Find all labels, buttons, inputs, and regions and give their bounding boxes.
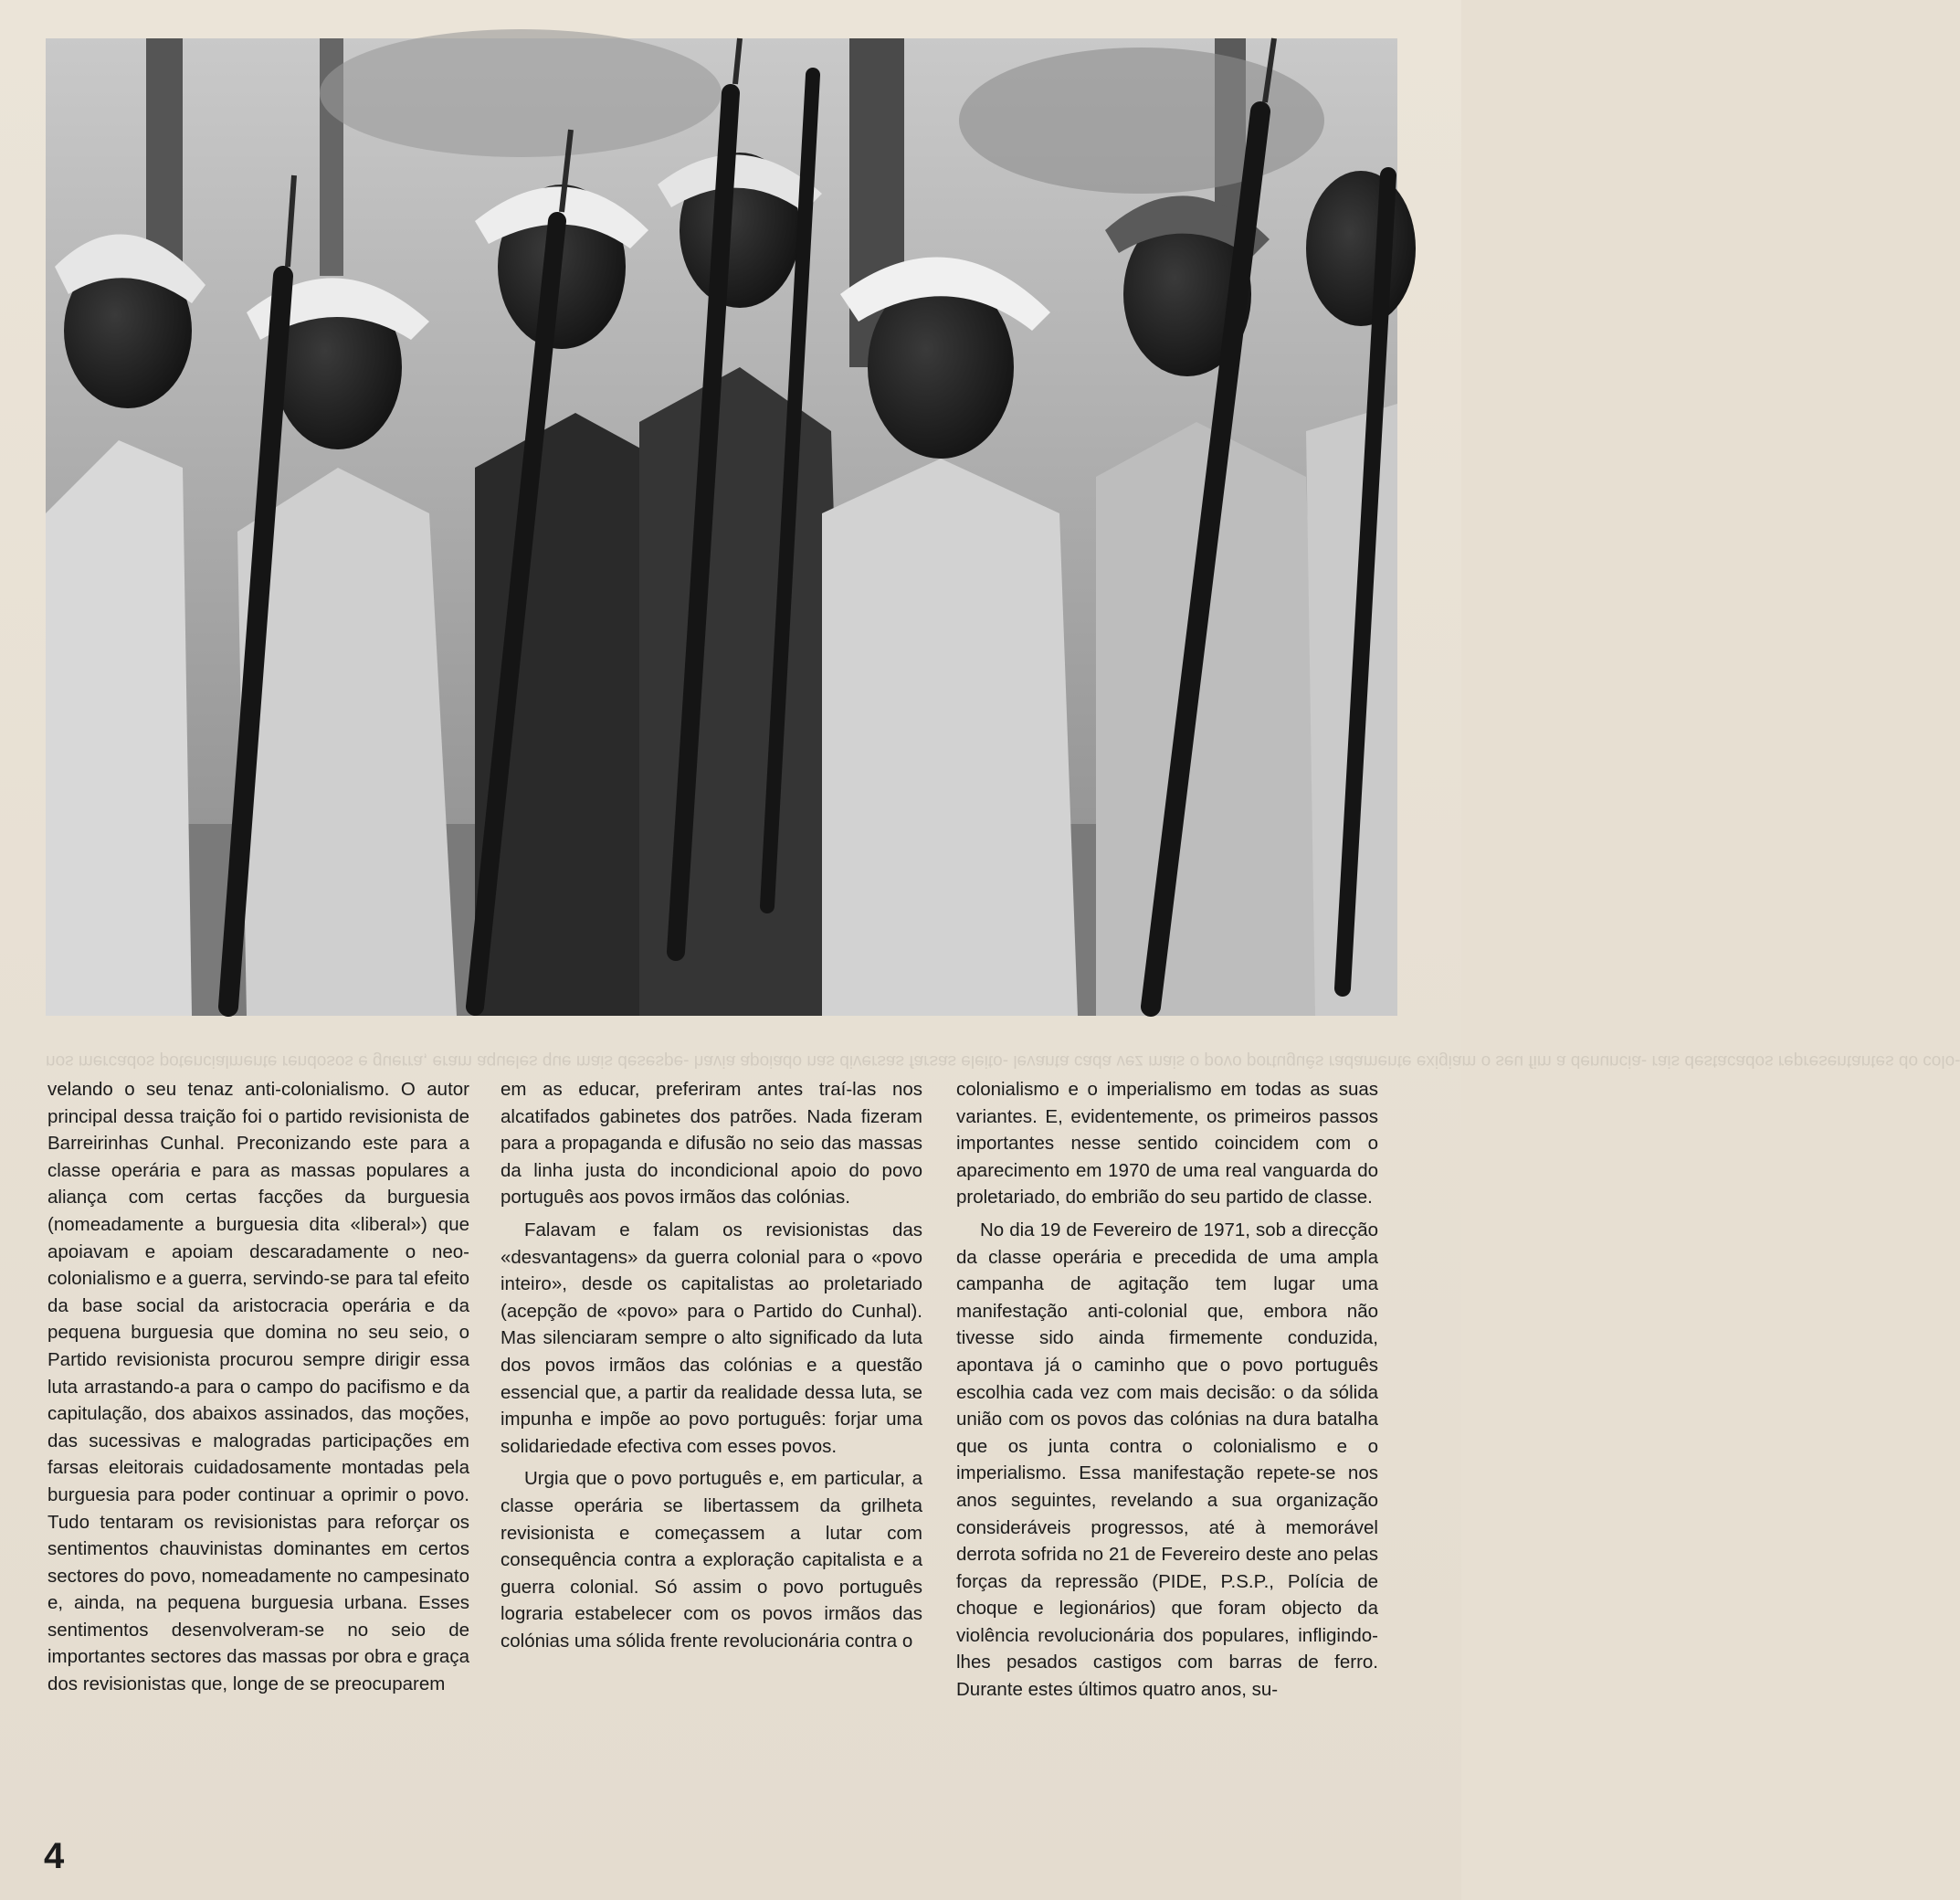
paragraph: No dia 19 de Fevereiro de 1971, sob a direcção da classe operária e precedida de uma ampla campanha de agitação tem lugar uma manifestação anti-colonial que, embora não tivesse sido ainda firmemente conduzida, apontava já o caminho que o povo português escolhia cada vez com mais decisão: o da sólida união com os povos das colónias na dura batalha que os junta contra o colonialismo e o imperialismo. Essa manifestação repete-se nos anos seguintes, revelando a sua organização consideráveis progressos, até à memorável derrota sofrida no 21 de Fevereiro deste ano pelas forças da repressão (PIDE, P.S.P., Polícia de choque e legionários) que foram objecto da violência revolucionária dos populares, infligindo-lhes pesados castigos com barras de ferro. Durante estes últimos quatro anos, su- bbox=[956, 1219, 1378, 1701]
paragraph: colonialismo e o imperialismo em todas as suas variantes. E, evidentemente, os primeiros passos importantes nesse sentido coincidem com o aparecimento em 1970 de uma real vanguarda do proletariado, do embrião do seu partido de classe. bbox=[956, 1079, 1378, 1209]
article-column-1 bbox=[47, 1076, 469, 1698]
article-column-2 bbox=[501, 1076, 922, 1654]
paragraph: Falavam e falam os revisionistas das «desvantagens» da guerra colonial para o «povo inteiro», desde os capitalistas ao proletariado (acepção de «povo» para o Partido do Cunhal). Mas silenciaram sempre o alto significado da luta dos povos irmãos das colónias e a questão essencial que, a partir da realidade dessa luta, se impunha e impõe ao povo português: forjar uma solidariedade efectiva com esses povos. bbox=[501, 1219, 922, 1457]
show-through-text: nos mercados potencialmente rendosos e guerra, eram aqueles que mais desespe- havia apoiado nas diversas farsas eleito- levanta cada vez mais o povo português radamente exigiam o seu fim a denuncia- rais destacados representantes do colo- bbox=[46, 1051, 1960, 1071]
page-number: 4 bbox=[44, 1836, 65, 1876]
paragraph: em as educar, preferiram antes traí-las nos alcatifados gabinetes dos patrões. Nada fizeram para a propaganda e difusão no seio das massas da linha justa do incondicional apoio do povo português aos povos irmãos das colónias. bbox=[501, 1079, 922, 1209]
paragraph: Urgia que o povo português e, em particular, a classe operária se libertassem da grilheta revisionista e começassem a lutar com consequência contra a exploração capitalista e a guerra colonial. Só assim o povo português lograria estabelecer com os povos irmãos das colónias uma sólida frente revolucionária contra o bbox=[501, 1468, 922, 1652]
article-column-3 bbox=[956, 1076, 1378, 1704]
paragraph: velando o seu tenaz anti-colonialismo. O autor principal dessa traição foi o partido revisionista de Barreirinhas Cunhal. Preconizando este para a classe operária e para as massas populares a aliança com certas facções da burguesia (nomeadamente a burguesia dita «liberal») que apoiavam e apoiam descaradamente o neo-colonialismo e a guerra, servindo-se para tal efeito da base social da aristocracia operária e da pequena burguesia que domina no seu seio, o Partido revisionista procurou sempre dirigir essa luta arrastando-a para o campo do pacifismo e da capitulação, dos abaixos assinados, das moções, das sucessivas e malogradas participações em farsas eleitorais cuidadosamente montadas pela burguesia para poder continuar a oprimir o povo. Tudo tentaram os revisionistas para reforçar os sentimentos chauvinistas dominantes em certos sectores do povo, nomeadamente no campesinato e, ainda, na pequena burguesia urbana. Esses sentimentos desenvolveram-se no seio de importantes sectores das massas por obra e graça dos revisionistas que, longe de se preocuparem bbox=[47, 1079, 469, 1695]
photo-guerrilla-fighters bbox=[46, 38, 1397, 1016]
